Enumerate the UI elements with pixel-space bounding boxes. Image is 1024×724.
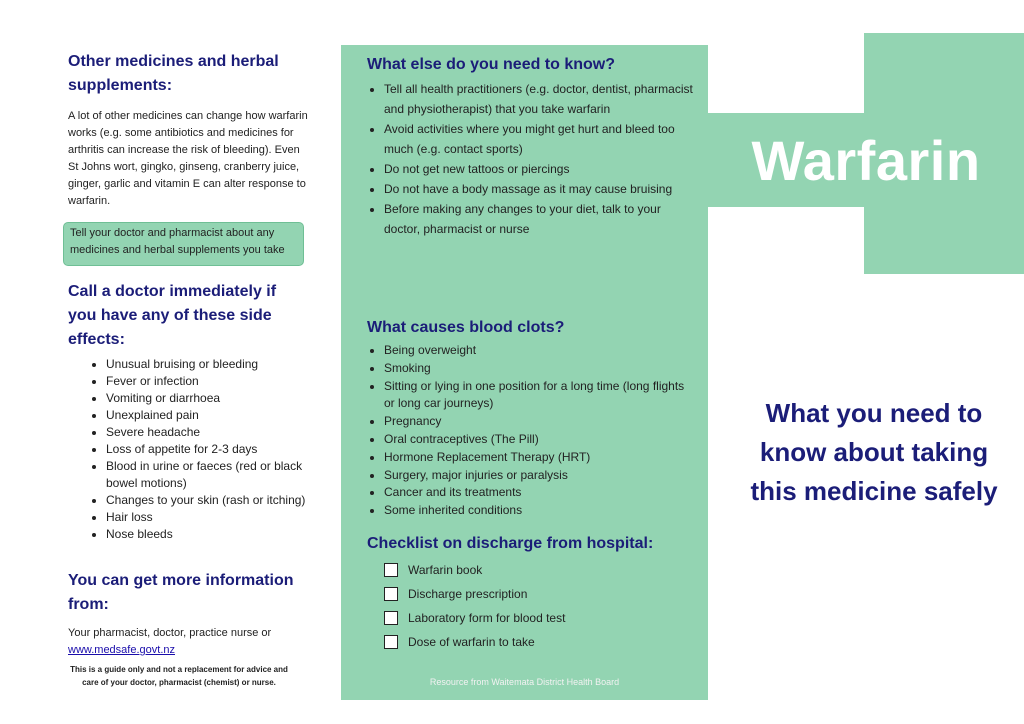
more-info-section <box>68 569 308 659</box>
list-item: • Changes to your skin (rash or itching) <box>106 492 308 509</box>
blood-clots-list <box>367 342 697 520</box>
decorative-band-top <box>864 33 1024 113</box>
list-item: • Vomiting or diarrhoea <box>106 390 308 407</box>
what-else-list <box>367 79 697 239</box>
checkbox[interactable] <box>384 635 398 649</box>
list-item: • Do not have a body massage as it may cause bruising <box>384 179 697 199</box>
checklist-item <box>384 582 697 606</box>
other-medicines-heading: Other medicines and herbal supplements: <box>68 53 279 94</box>
list-item: • Nose bleeds <box>106 526 308 543</box>
checklist-label: Warfarin book <box>408 563 483 577</box>
list-item: • Blood in urine or faeces (red or black bowel motions) <box>106 458 308 492</box>
list-item: • Surgery, major injuries or paralysis <box>384 467 697 485</box>
decorative-band-bottom <box>864 207 1024 274</box>
blood-clots-heading: What causes blood clots? <box>367 319 565 336</box>
list-item: • Unexplained pain <box>106 407 308 424</box>
checkbox[interactable] <box>384 611 398 625</box>
document-title: Warfarin <box>751 128 981 192</box>
checklist-label: Dose of warfarin to take <box>408 635 535 649</box>
checkbox[interactable] <box>384 587 398 601</box>
list-item: • Smoking <box>384 360 697 378</box>
more-info-text <box>68 625 308 659</box>
resource-footer: Resource from Waitemata District Health Board <box>429 677 620 687</box>
checklist-label: Laboratory form for blood test <box>408 611 566 625</box>
disclaimer: This is a guide only and not a replacement for advice and care of your doctor, pharmacist (chemist) or nurse. <box>70 665 288 687</box>
call-doctor-heading: Call a doctor immediately if you have any of these side effects: <box>68 283 277 348</box>
side-effects-section <box>68 280 308 543</box>
list-item: • Loss of appetite for 2-3 days <box>106 441 308 458</box>
blood-clots-section <box>367 316 697 520</box>
more-info-heading: You can get more information from: <box>68 572 294 613</box>
list-item: • Fever or infection <box>106 373 308 390</box>
list-item: • Hair loss <box>106 509 308 526</box>
list-item: • Oral contraceptives (The Pill) <box>384 431 697 449</box>
side-effects-list <box>68 356 308 543</box>
more-info-sources: Your pharmacist, doctor, practice nurse or <box>68 627 272 639</box>
what-else-heading: What else do you need to know? <box>367 56 616 73</box>
what-else-section <box>367 53 697 239</box>
list-item: • Before making any changes to your diet, talk to your doctor, pharmacist or nurse <box>384 199 697 239</box>
medsafe-link[interactable]: www.medsafe.govt.nz <box>68 644 175 656</box>
list-item: • Unusual bruising or bleeding <box>106 356 308 373</box>
checklist-item <box>384 630 697 654</box>
list-item: • Tell all health practitioners (e.g. doctor, dentist, pharmacist and physiotherapist) that you take warfarin <box>384 79 697 119</box>
list-item: • Some inherited conditions <box>384 502 697 520</box>
list-item: • Cancer and its treatments <box>384 484 697 502</box>
list-item: • Avoid activities where you might get hurt and bleed too much (e.g. contact sports) <box>384 119 697 159</box>
column-left <box>68 50 308 210</box>
list-item: • Severe headache <box>106 424 308 441</box>
checklist-item <box>384 558 697 582</box>
column-middle-panel <box>341 45 708 700</box>
checklist-label: Discharge prescription <box>408 587 528 601</box>
document-subtitle: What you need to know about taking this medicine safely <box>750 398 998 506</box>
list-item: • Pregnancy <box>384 413 697 431</box>
list-item: • Being overweight <box>384 342 697 360</box>
other-medicines-paragraph: A lot of other medicines can change how warfarin works (e.g. some antibiotics and medicines for arthritis can increase the risk of bleeding). Even St Johns wort, gingko, ginseng, cranberry juice, ginger, garlic and vitamin E can alter response to warfarin. <box>68 110 308 207</box>
checklist-section <box>367 532 697 654</box>
list-item: • Hormone Replacement Therapy (HRT) <box>384 449 697 467</box>
list-item: • Do not get new tattoos or piercings <box>384 159 697 179</box>
checklist <box>367 558 697 654</box>
checklist-heading: Checklist on discharge from hospital: <box>367 535 654 552</box>
title-band <box>708 113 1024 207</box>
list-item: • Sitting or lying in one position for a long time (long flights or long car journeys) <box>384 378 697 414</box>
checkbox[interactable] <box>384 563 398 577</box>
callout-box: Tell your doctor and pharmacist about any medicines and herbal supplements you take <box>63 222 304 266</box>
checklist-item <box>384 606 697 630</box>
